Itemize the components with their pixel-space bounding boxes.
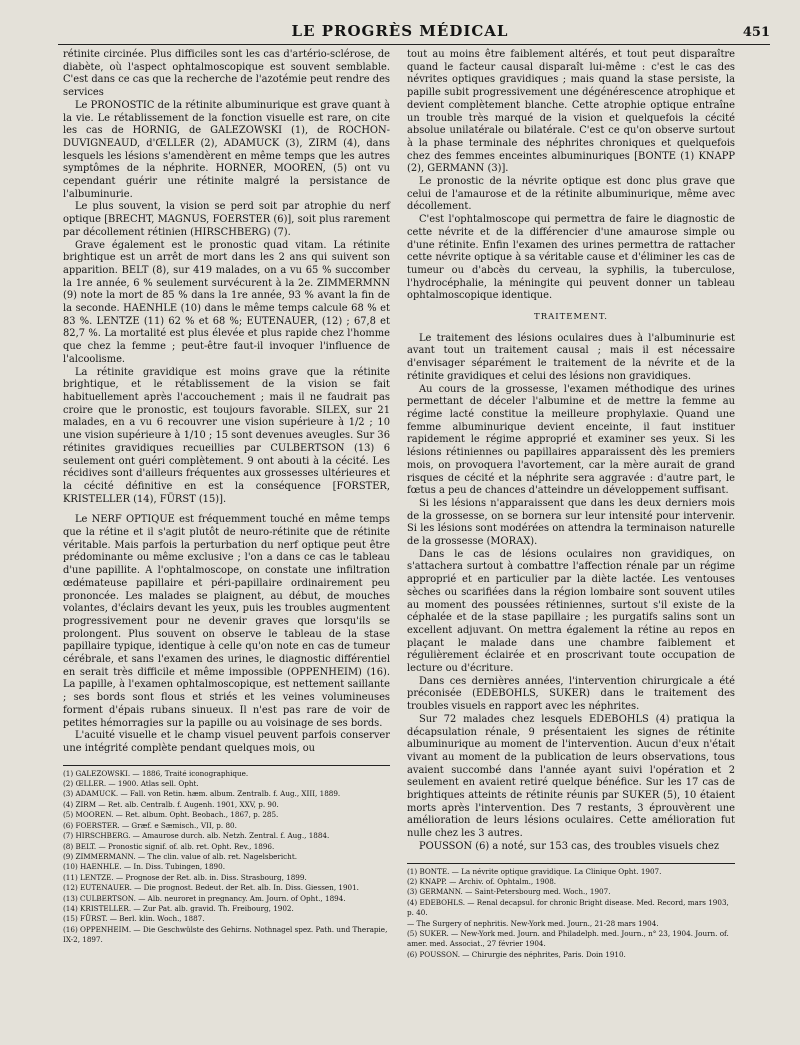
paragraph: C'est l'ophtalmoscope qui permettra de faire le diagnostic de cette névrite et de la différencier d'une amaurose simple ou d'une rétinite. Enfin l'examen des urines permettra de rattacher cette névrite optique à sa véritable cause et d'éliminer les cas de tumeur ou d'abcès du cerveau, la syphilis, la tuberculose, l'hydrocéphalie, la méningite qui peuvent donner un tableau ophtalmoscopique identique.: [407, 214, 735, 302]
footnote: (15) FÜRST. — Berl. klin. Woch., 1887.: [63, 914, 205, 924]
running-title: LE PROGRÈS MÉDICAL: [291, 22, 509, 40]
right-column: [407, 49, 735, 960]
footnotes: [407, 863, 735, 961]
paragraph: Dans le cas de lésions oculaires non gravidiques, on s'attachera surtout à combattre l'affection rénale par un régime approprié et en particulier par la diète lactée. Les ventouses sèches ou scarifiées dans la région lombaire sont souvent utiles au moment des poussées rétiniennes, surtout s'il existe de la céphalée et de la stase papillaire ; les purgatifs salins sont un excellent adjuvant. On mettra également la rétine au repos en plaçant le malade dans une chambre faiblement et régulièrement éclairée et en proscrivant toute occupation de lecture ou d'écriture.: [407, 548, 735, 675]
footnote: (13) CULBERTSON. — Alb. neuroret in pregnancy. Am. Journ. of Opht., 1894.: [63, 893, 346, 903]
paragraph: Sur 72 malades chez lesquels EDEBOHLS (4) pratiqua la décapsulation rénale, 9 présentaient les signes de rétinite albuminurique au moment de l'intervention. Aucun d'eux n'était vivant au moment de la publication de leurs observations, tous avaient succombé dans l'année ayant suivi l'opération et 2 seulement en avaient retiré quelque bénéfice. Sur les 17 cas de brightiques atteints de rétinite réunis par SUKER (5), 10 étaient morts après l'intervention. Des 7 restants, 3 éprouvèrent une amélioration de leurs lésions oculaires. Cette amélioration fut nulle chez les 3 autres.: [407, 713, 735, 840]
paragraph: Au cours de la grossesse, l'examen méthodique des urines permettant de déceler l'albumine et de mettre la femme au régime lacté constitue la meilleure prophylaxie. Quand une femme albuminurique devient enceinte, il faut instituer rapidement le régime approprié et examiner ses yeux. Si les lésions rétiniennes ou papillaires apparaissent dès les premiers mois, on provoquera l'avortement, car la mère aurait de grand risques de cécité et la néphrite sera aggravée : d'autre part, le fœtus a peu de chances d'atteindre un développement suffisant.: [407, 383, 735, 497]
paragraph: La rétinite gravidique est moins grave que la rétinite brightique, et le rétablissement de la vision se fait habituellement après l'accouchement ; mais il ne faudrait pas croire que le pronostic, est toujours favorable. SILEX, sur 21 malades, en a vu 6 recouvrer une vision supérieure à 1/2 ; 10 une vision supérieure à 1/10 ; 15 sont devenues aveugles. Sur 36 rétinites gravidiques recueillies par CULBERTSON (13) 6 seulement ont guéri complètement. 9 ont abouti à la cécité. Les récidives sont d'ailleurs fréquentes aux grossesses ultérieures et la cécité définitive en est la conséquence [FORSTER, KRISTELLER (14), FÜRST (15)].: [63, 366, 390, 505]
footnote: (16) OPPENHEIM. — Die Geschwülste des Gehirns. Nothnagel spez. Path. und Therapie, IX-2, 1897.: [63, 924, 388, 945]
footnote: (3) ADAMUCK. — Fall. von Retin. hæm. album. Zentralb. f. Aug., XIII, 1889.: [63, 789, 341, 799]
footnote: (5) MOOREN. — Ret. album. Opht. Beobach., 1867, p. 285.: [63, 810, 279, 820]
paragraph: Le pronostic de la névrite optique est donc plus grave que celui de l'amaurose et de la rétinite albuminurique, même avec décollement.: [407, 176, 735, 213]
page-header: [0, 0, 800, 50]
footnote: (3) GERMANN. — Saint-Petersbourg med. Woch., 1907.: [407, 887, 611, 897]
section-heading: TRAITEMENT.: [534, 312, 608, 323]
footnote: (9) ZIMMERMANN. — The clin. value of alb. ret. Nagelsbericht.: [63, 851, 297, 861]
paragraph: Grave également est le pronostic quad vitam. La rétinite brightique est un arrêt de mort dans les 2 ans qui suivent son apparition. BELT (8), sur 419 malades, on a vu 65 % succomber la 1re année, 6 % seulement survécurent à la 2e. ZIMMERMNN (9) note la mort de 85 % dans la 1re année, 93 % avant la fin de la seconde. HAENHLE (10) dans le même temps calcule 68 % et 83 %. LENTZE (11) 62 % et 68 %; EUTENAUER, (12) ; 67,8 et 82,7 %. La mortalité est plus élevée et plus rapide chez l'homme que chez la femme ; peut-être faut-il invoquer l'influence de l'alcoolisme.: [63, 239, 390, 365]
footnote: (10) HAENHLE. — In. Diss. Tubingen, 1890.: [63, 862, 225, 872]
footnote: (1) GALEZOWSKI. — 1886, Traité iconographique.: [63, 768, 249, 778]
footnotes: [63, 765, 390, 946]
left-column: [63, 49, 390, 946]
footnote: (4) EDEBOHLS. — Renal decapsul. for chronic Bright disease. Med. Record, mars 1903, p. 40.: [407, 897, 729, 918]
footnote: (6) FOERSTER. — Græf. e Sæmisch., VII, p. 80.: [63, 820, 237, 830]
footnote: (2) ŒLLER. — 1900. Atlas sell. Opht.: [63, 779, 199, 789]
paragraph: rétinite circinée. Plus difficiles sont les cas d'artério-sclérose, de diabète, où l'aspect ophtalmoscopique est souvent semblable. C'est dans ce cas que la recherche de l'azotémie peut rendre des services: [63, 49, 390, 99]
footnote: (14) KRISTELLER. — Zur Pat. alb. gravid. Th. Freibourg, 1902.: [63, 903, 294, 913]
footnote: (8) BELT. — Pronostic signif. of. alb. ret. Opht. Rev., 1896.: [63, 841, 275, 851]
paragraph: POUSSON (6) a noté, sur 153 cas, des troubles visuels chez: [419, 840, 720, 852]
footnote: (4) ZIRM — Ret. alb. Centralb. f. Augenh. 1901, XXV, p. 90.: [63, 799, 279, 809]
page-number: 451: [742, 25, 770, 40]
footnote: (5) SUKER. — New-York med. Journ. and Philadelph. med. Journ., n° 23, 1904. Journ. of. amer. med. Associat., 27 février 1904.: [407, 929, 729, 949]
paragraph: Dans ces dernières années, l'intervention chirurgicale a été préconisée (EDEBOHLS, SUKER) dans le traitement des troubles visuels en rapport avec les néphrites.: [407, 675, 735, 713]
footnote: (11) LENTZE. — Prognose der Ret. alb. in. Diss. Strasbourg, 1899.: [63, 872, 307, 882]
paragraph: Le PRONOSTIC de la rétinite albuminurique est grave quant à la vie. Le rétablissement de la fonction visuelle est rare, on cite les cas de HORNIG, de GALEZOWSKI (1), de ROCHON-DUVIGNEAUD, d'ŒLLER (2), ADAMUCK (3), ZIRM (4), dans lesquels les lésions s'amendèrent en même temps que les autres symptômes de la néphrite. HORNER, MOOREN, (5) ont vu cependant guérir une rétinite malgré la persistance de l'albuminurie.: [63, 99, 390, 200]
footnote: (12) EUTENAUER. — Die prognost. Bedeut. der Ret. alb. In. Diss. Giessen, 1901.: [63, 883, 359, 893]
footnote: (2) KNAPP. — Archiv. of. Ophtalm., 1908.: [407, 877, 557, 886]
paragraph: Le plus souvent, la vision se perd soit par atrophie du nerf optique [BRECHT, MAGNUS, FOERSTER (6)], soit plus rarement par décollement rétinien (HIRSCHBERG) (7).: [63, 201, 390, 238]
footnote: (7) HIRSCHBERG. — Amaurose durch. alb. Netzh. Zentral. f. Aug., 1884.: [63, 831, 330, 841]
footnote: (6) POUSSON. — Chirurgie des néphrites, Paris. Doin 1910.: [407, 949, 626, 959]
paragraph: tout au moins être faiblement altérés, et tout peut disparaître quand le facteur causal disparaît lui-même : c'est le cas des névrites optiques gravidiques ; mais quand la stase persiste, la papille subit progressivement une dégénérescence atrophique et devient complètement blanche. Cette atrophie optique entraîne un trouble très marqué de la vision et quelquefois la cécité absolue unilatérale ou bilatérale. C'est ce qu'on observe surtout à la phase terminale des néphrites chroniques et quelquefois chez des femmes enceintes albuminuriques [BONTE (1) KNAPP (2), GERMANN (3)].: [407, 49, 735, 175]
paragraph: Si les lésions n'apparaissent que dans les deux derniers mois de la grossesse, on se bornera sur leur intensité pour intervenir. Si les lésions sont modérées on attendra la terminaison naturelle de la grossesse (MORAX).: [407, 497, 735, 548]
paragraph: Le traitement des lésions oculaires dues à l'albuminurie est avant tout un traitement causal ; mais il est nécessaire d'envisager séparément le traitement de la névrite et de la rétinite gravidiques et celui des lésions non gravidiques.: [407, 332, 735, 382]
paragraph: Le NERF OPTIQUE est fréquemment touché en même temps que la rétine et il s'agit plutôt de neuro-rétinite que de rétinite véritable. Mais parfois la perturbation du nerf optique peut être prédominante ou même exclusive ; l'on a dans ce cas le tableau d'une papillite. A l'ophtalmoscope, on constate une infiltration œdémateuse papillaire et péri-papillaire ordinairement peu prononcée. Les malades se plaignent, au début, de mouches volantes, d'éclairs devant les yeux, puis les troubles augmentent progressivement pour ne devenir graves que lorsqu'ils se prolongent. Plus souvent on observe le tableau de la stase papillaire typique, identique à celle qu'on note en cas de tumeur cérébrale, et sans l'examen des urines, le diagnostic différentiel en serait très difficile et même impossible (OPPENHEIM) (16). La papille, à l'examen ophtalmoscopique, est nettement saillante ; ses bords sont flous et striés et les veines volumineuses forment d'épais rubans sinueux. Il n'est pas rare de voir de petites hémorragies sur la papille ou au voisinage de ses bords.: [63, 514, 390, 729]
footnote: — The Surgery of nephritis. New-York med. Journ., 21-28 mars 1904.: [407, 918, 659, 928]
footnote: (1) BONTE. — La névrite optique gravidique. La Clinique Opht. 1907.: [407, 866, 662, 876]
header-rule: [58, 44, 770, 45]
paragraph: L'acuité visuelle et le champ visuel peuvent parfois conserver une intégrité complète pendant quelques mois, ou: [63, 730, 390, 754]
